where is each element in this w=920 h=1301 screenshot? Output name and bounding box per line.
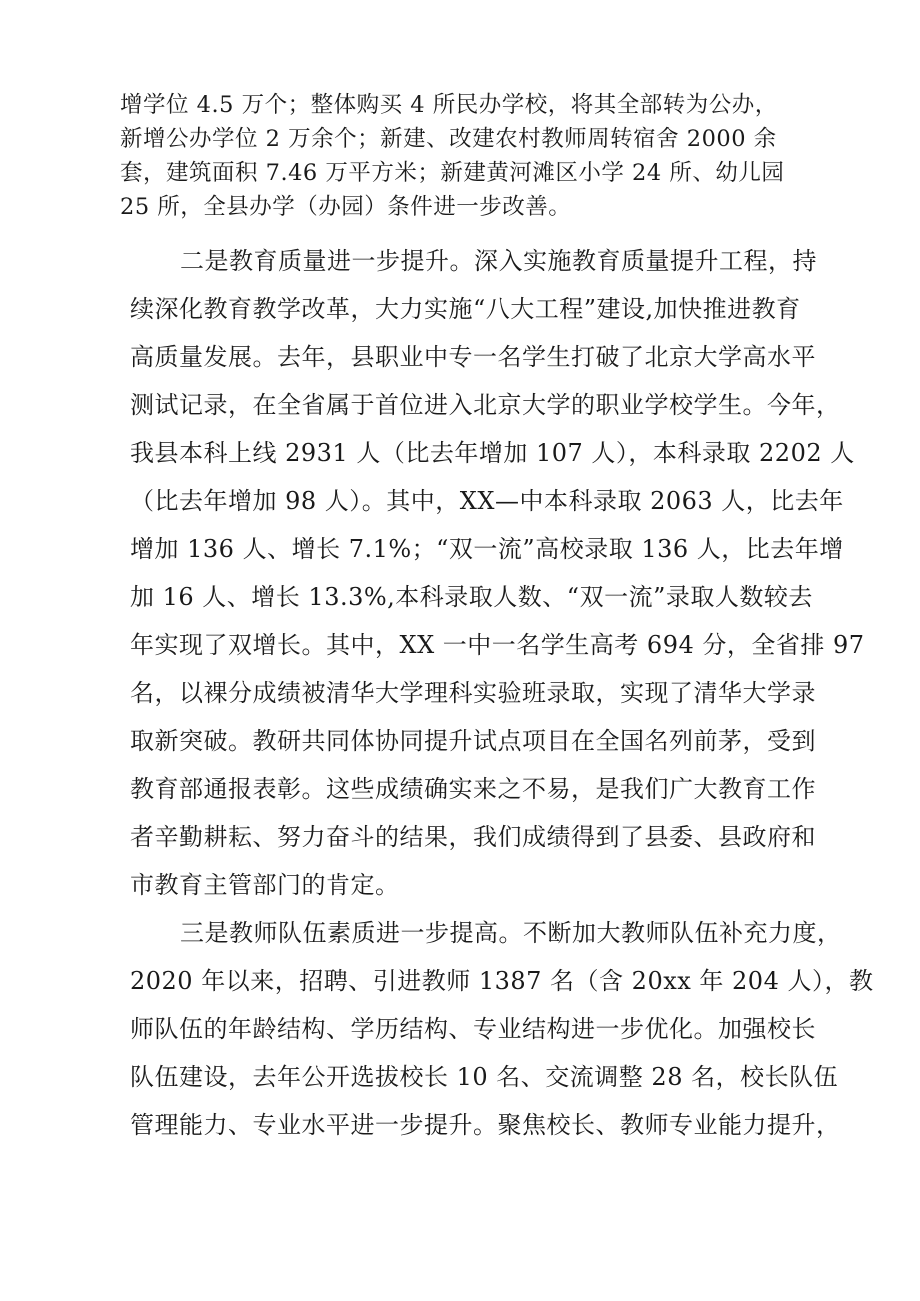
text-line: 测试记录，在全省属于首位进入北京大学的职业学校学生。今年， <box>130 391 841 419</box>
text-line: 名，以裸分成绩被清华大学理科实验班录取，实现了清华大学录 <box>130 679 816 707</box>
text-line: 增加 136 人、增长 7.1%；“双一流”高校录取 136 人，比去年增 <box>130 535 844 563</box>
text-line: 教育部通报表彰。这些成绩确实来之不易，是我们广大教育工作 <box>130 775 816 803</box>
text-line: 新增公办学位 2 万余个；新建、改建农村教师周转宿舍 2000 余 <box>120 126 777 152</box>
text-line: 高质量发展。去年，县职业中专一名学生打破了北京大学高水平 <box>130 343 816 371</box>
text-line: 我县本科上线 2931 人（比去年增加 107 人），本科录取 2202 人 <box>130 439 855 467</box>
text-line: 2020 年以来，招聘、引进教师 1387 名（含 20xx 年 204 人），教 <box>130 967 874 995</box>
text-line: 市教育主管部门的肯定。 <box>130 871 400 899</box>
paragraph-first-line: 二是教育质量进一步提升。深入实施教育质量提升工程，持 <box>180 247 817 275</box>
text-line: 25 所，全县办学（办园）条件进一步改善。 <box>120 194 572 220</box>
paragraph-first-line: 三是教师队伍素质进一步提高。不断加大教师队伍补充力度， <box>180 919 842 947</box>
text-line: 取新突破。教研共同体协同提升试点项目在全国名列前茅，受到 <box>130 727 816 755</box>
text-line: 加 16 人、增长 13.3%,本科录取人数、“双一流”录取人数较去 <box>130 583 813 611</box>
text-line: 管理能力、专业水平进一步提升。聚焦校长、教师专业能力提升， <box>130 1111 841 1139</box>
text-line: 师队伍的年龄结构、学历结构、专业结构进一步优化。加强校长 <box>130 1015 816 1043</box>
text-line: 增学位 4.5 万个；整体购买 4 所民办学校，将其全部转为公办， <box>120 92 778 118</box>
text-line: 续深化教育教学改革，大力实施“八大工程”建设,加快推进教育 <box>130 295 801 323</box>
text-line: 者辛勤耕耘、努力奋斗的结果，我们成绩得到了县委、县政府和 <box>130 823 816 851</box>
text-line: （比去年增加 98 人）。其中，XX—中本科录取 2063 人，比去年 <box>130 487 844 515</box>
text-line: 年实现了双增长。其中，XX 一中一名学生高考 694 分，全省排 97 <box>130 631 865 659</box>
text-line: 队伍建设，去年公开选拔校长 10 名、交流调整 28 名，校长队伍 <box>130 1063 839 1091</box>
text-line: 套，建筑面积 7.46 万平方米；新建黄河滩区小学 24 所、幼儿园 <box>120 160 785 186</box>
